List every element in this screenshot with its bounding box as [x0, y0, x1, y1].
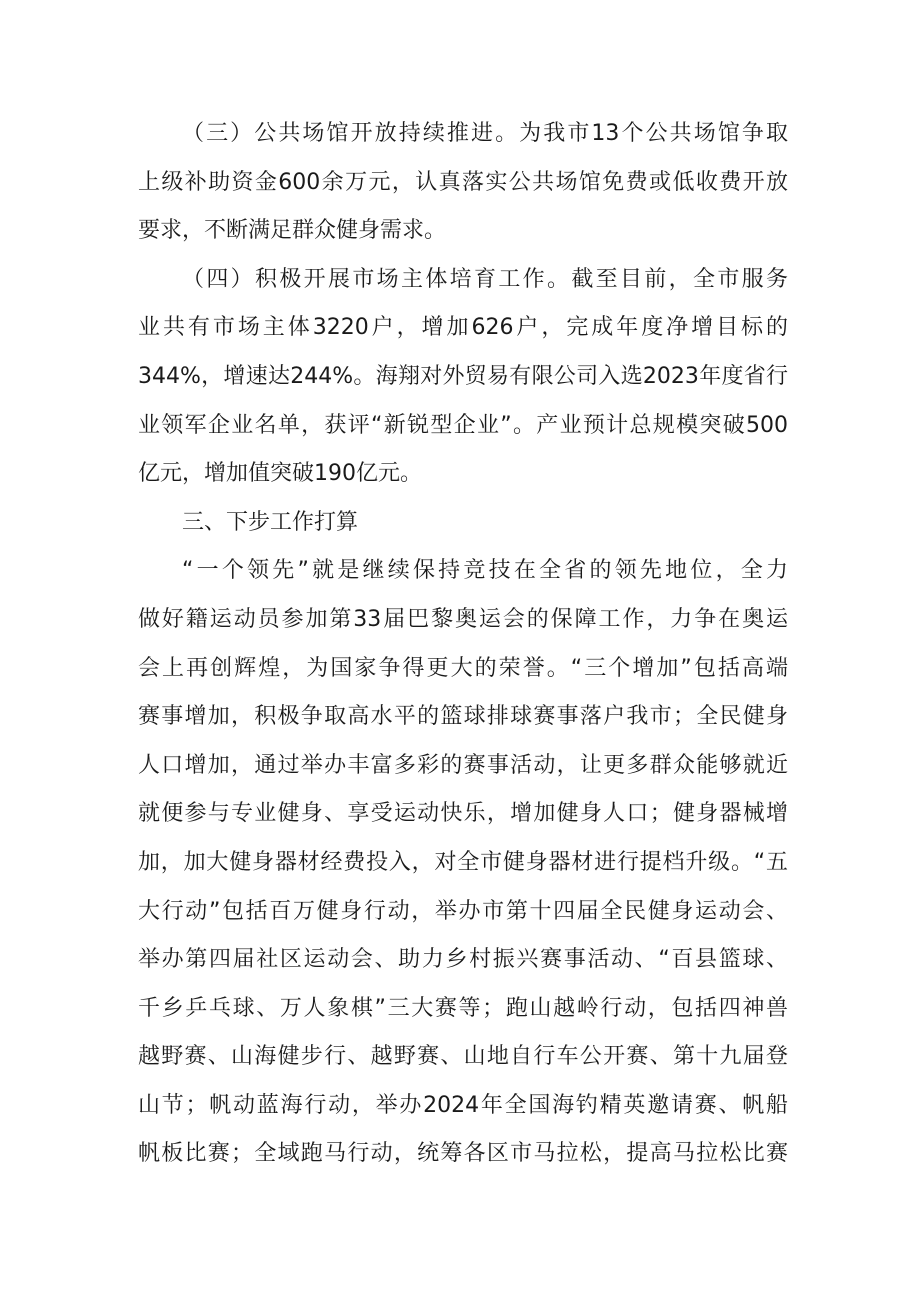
- paragraph-plans-line-4: 赛事增加，积极争取高水平的篮球排球赛事落户我市；全民健身: [138, 704, 788, 730]
- paragraph-market-entities-line-5: 亿元，增加值突破190亿元。: [138, 461, 422, 487]
- paragraph-plans-line-2: 做好籍运动员参加第33届巴黎奥运会的保障工作，力争在奥运: [138, 606, 788, 632]
- paragraph-plans-line-7: 加，加大健身器材经费投入，对全市健身器材进行提档升级。“五: [138, 849, 788, 875]
- paragraph-market-entities-line-3: 344%，增速达244%。海翔对外贸易有限公司入选2023年度省行: [138, 363, 788, 389]
- paragraph-plans-line-8: 大行动”包括百万健身行动，举办市第十四届全民健身运动会、: [138, 898, 788, 924]
- paragraph-plans-line-13: 帆板比赛；全域跑马行动，统筹各区市马拉松，提高马拉松比赛: [138, 1141, 788, 1167]
- paragraph-plans-line-9: 举办第四届社区运动会、助力乡村振兴赛事活动、“百县篮球、: [138, 947, 788, 973]
- paragraph-public-venues-line-1: （三）公共场馆开放持续推进。为我市13个公共场馆争取: [182, 121, 788, 146]
- paragraph-plans-line-11: 越野赛、山海健步行、越野赛、山地自行车公开赛、第十九届登: [138, 1044, 788, 1070]
- paragraph-market-entities-line-1: （四）积极开展市场主体培育工作。截至目前，全市服务: [182, 266, 788, 292]
- paragraph-public-venues-line-2: 上级补助资金600余万元，认真落实公共场馆免费或低收费开放: [138, 169, 788, 195]
- paragraph-plans-line-10: 千乡乒乓球、万人象棋”三大赛等；跑山越岭行动，包括四神兽: [138, 995, 788, 1021]
- paragraph-plans-line-6: 就便参与专业健身、享受运动快乐，增加健身人口；健身器械增: [138, 801, 788, 827]
- section-heading-next-steps: 三、下步工作打算: [182, 509, 359, 535]
- document-body: [138, 110, 788, 1179]
- paragraph-plans-line-12: 山节；帆动蓝海行动，举办2024年全国海钓精英邀请赛、帆船: [138, 1092, 788, 1118]
- paragraph-plans-line-5: 人口增加，通过举办丰富多彩的赛事活动，让更多群众能够就近: [138, 752, 788, 778]
- paragraph-plans-line-1: “一个领先”就是继续保持竞技在全省的领先地位，全力: [182, 558, 788, 584]
- paragraph-market-entities-line-4: 业领军企业名单，获评“新锐型企业”。产业预计总规模突破500: [138, 412, 788, 438]
- paragraph-plans-line-3: 会上再创辉煌，为国家争得更大的荣誉。“三个增加”包括高端: [138, 655, 789, 681]
- paragraph-public-venues-line-3: 要求，不断满足群众健身需求。: [138, 218, 447, 244]
- paragraph-market-entities-line-2: 业共有市场主体3220户，增加626户，完成年度净增目标的: [138, 315, 788, 341]
